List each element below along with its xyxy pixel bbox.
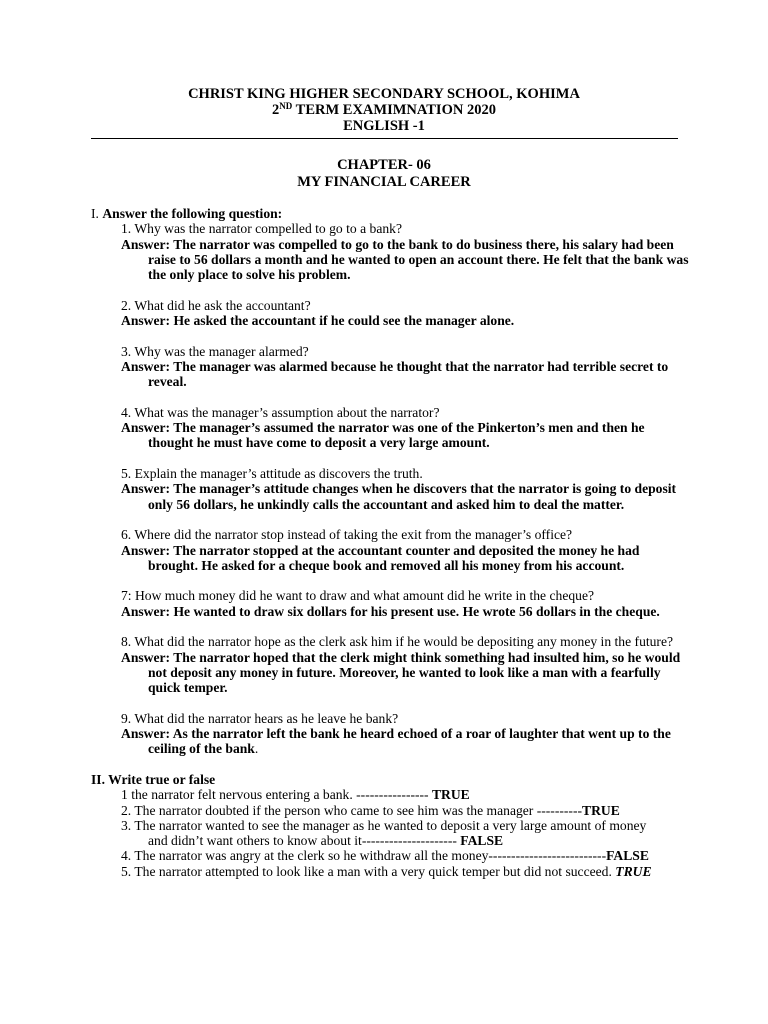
answer-4: Answer: The manager’s assumed the narrator was one of the Pinkerton’s men and then he thought he must have come to deposit a very large amount. xyxy=(121,420,645,451)
answer-5: Answer: The manager’s attitude changes when he discovers that the narrator is going to deposit only 56 dollars, he unkindly calls the accountant and asked him to deal the matter. xyxy=(121,481,677,512)
tf-item-3 xyxy=(121,818,691,849)
tf-answer-4: FALSE xyxy=(606,848,649,864)
term-text: TERM EXAMIMNATION 2020 xyxy=(292,102,496,118)
qa-item-3 xyxy=(91,344,691,390)
qa-item-8 xyxy=(91,634,691,695)
question-4: 4. What was the manager’s assumption about the narrator? xyxy=(121,404,440,420)
section-1-heading xyxy=(91,206,691,221)
exam-term xyxy=(90,102,678,118)
tf-item-2 xyxy=(121,803,691,818)
question-2: 2. What did he ask the accountant? xyxy=(121,297,311,313)
qa-item-4 xyxy=(91,405,691,451)
answer-1: Answer: The narrator was compelled to go to the bank to do business there, his salary had been raise to 56 dollars a month and he wanted to open an account there. He felt that the bank was the only place to solve his problem. xyxy=(121,236,689,283)
tf-answer-2: TRUE xyxy=(582,802,620,818)
tf-item-1 xyxy=(121,787,691,802)
qa-item-2 xyxy=(91,298,691,329)
tf-statement-2: 2. The narrator doubted if the person who came to see him was the manager ---------- xyxy=(121,802,582,818)
qa-item-9 xyxy=(91,711,691,757)
chapter-number: CHAPTER- 06 xyxy=(337,157,431,173)
tf-answer-5: TRUE xyxy=(615,863,652,879)
qa-item-6 xyxy=(91,527,691,573)
tf-item-5 xyxy=(121,864,691,879)
header-divider xyxy=(91,138,678,139)
question-9: 9. What did the narrator hears as he leave he bank? xyxy=(121,710,399,726)
question-8: 8. What did the narrator hope as the clerk ask him if he would be depositing any money in the future? xyxy=(121,634,674,650)
term-number: 2 xyxy=(272,102,280,118)
question-6: 6. Where did the narrator stop instead of taking the exit from the manager’s office? xyxy=(121,527,573,543)
document-header xyxy=(90,86,678,134)
chapter-title: MY FINANCIAL CAREER xyxy=(297,174,471,190)
section-1-numeral: I. xyxy=(91,206,103,221)
answer-3: Answer: The manager was alarmed because he thought that the narrator had terrible secret to reveal. xyxy=(121,358,669,390)
tf-statement-5: 5. The narrator attempted to look like a man with a very quick temper but did not succeed. xyxy=(121,863,616,879)
answer-9-text: Answer: As the narrator left the bank he heard echoed of a roar of laughter that went up to the ceiling of the bank xyxy=(121,726,671,757)
tf-statement-4: 4. The narrator was angry at the clerk so he withdraw all the money-------------------------- xyxy=(121,848,607,864)
section-2-heading xyxy=(91,772,691,787)
tf-answer-3: FALSE xyxy=(460,833,504,849)
qa-item-7 xyxy=(91,588,691,619)
true-false-list xyxy=(91,787,691,879)
tf-item-4 xyxy=(121,848,691,863)
answer-8: Answer: The narrator hoped that the clerk might think something had insulted him, so he would not deposit any money in future. Moreover, he wanted to look like a man with a fearfully quick temper. xyxy=(121,649,681,696)
section-1-title: Answer the following question: xyxy=(102,206,283,221)
subject-name: ENGLISH -1 xyxy=(343,118,425,134)
qa-item-1 xyxy=(91,221,691,282)
answer-9-period: . xyxy=(254,741,259,757)
question-3: 3. Why was the manager alarmed? xyxy=(121,343,309,359)
section-2-title: II. Write true or false xyxy=(91,771,216,787)
tf-statement-1: 1 the narrator felt nervous entering a bank. ---------------- xyxy=(121,787,432,803)
qa-item-5 xyxy=(91,466,691,512)
question-1: 1. Why was the narrator compelled to go to a bank? xyxy=(121,221,402,237)
document-body xyxy=(91,206,691,879)
question-5: 5. Explain the manager’s attitude as discovers the truth. xyxy=(121,466,423,482)
tf-answer-1: TRUE xyxy=(431,787,470,803)
question-7: 7: How much money did he want to draw and what amount did he write in the cheque? xyxy=(121,588,595,604)
tf-statement-3: 3. The narrator wanted to see the manager as he wanted to deposit a very large amount of money xyxy=(121,817,647,833)
answer-7: Answer: He wanted to draw six dollars for his present use. He wrote 56 dollars in the cheque. xyxy=(121,603,660,619)
term-superscript: ND xyxy=(279,101,293,111)
school-name: CHRIST KING HIGHER SECONDARY SCHOOL, KOHIMA xyxy=(188,86,580,102)
answer-9 xyxy=(121,726,691,757)
answer-2: Answer: He asked the accountant if he could see the manager alone. xyxy=(121,313,515,329)
chapter-heading xyxy=(90,157,678,191)
tf-statement-3-cont: and didn’t want others to know about it--------------------- xyxy=(148,833,461,849)
answer-6: Answer: The narrator stopped at the accountant counter and deposited the money he had brought. He asked for a cheque book and removed all his money from his account. xyxy=(121,542,640,573)
